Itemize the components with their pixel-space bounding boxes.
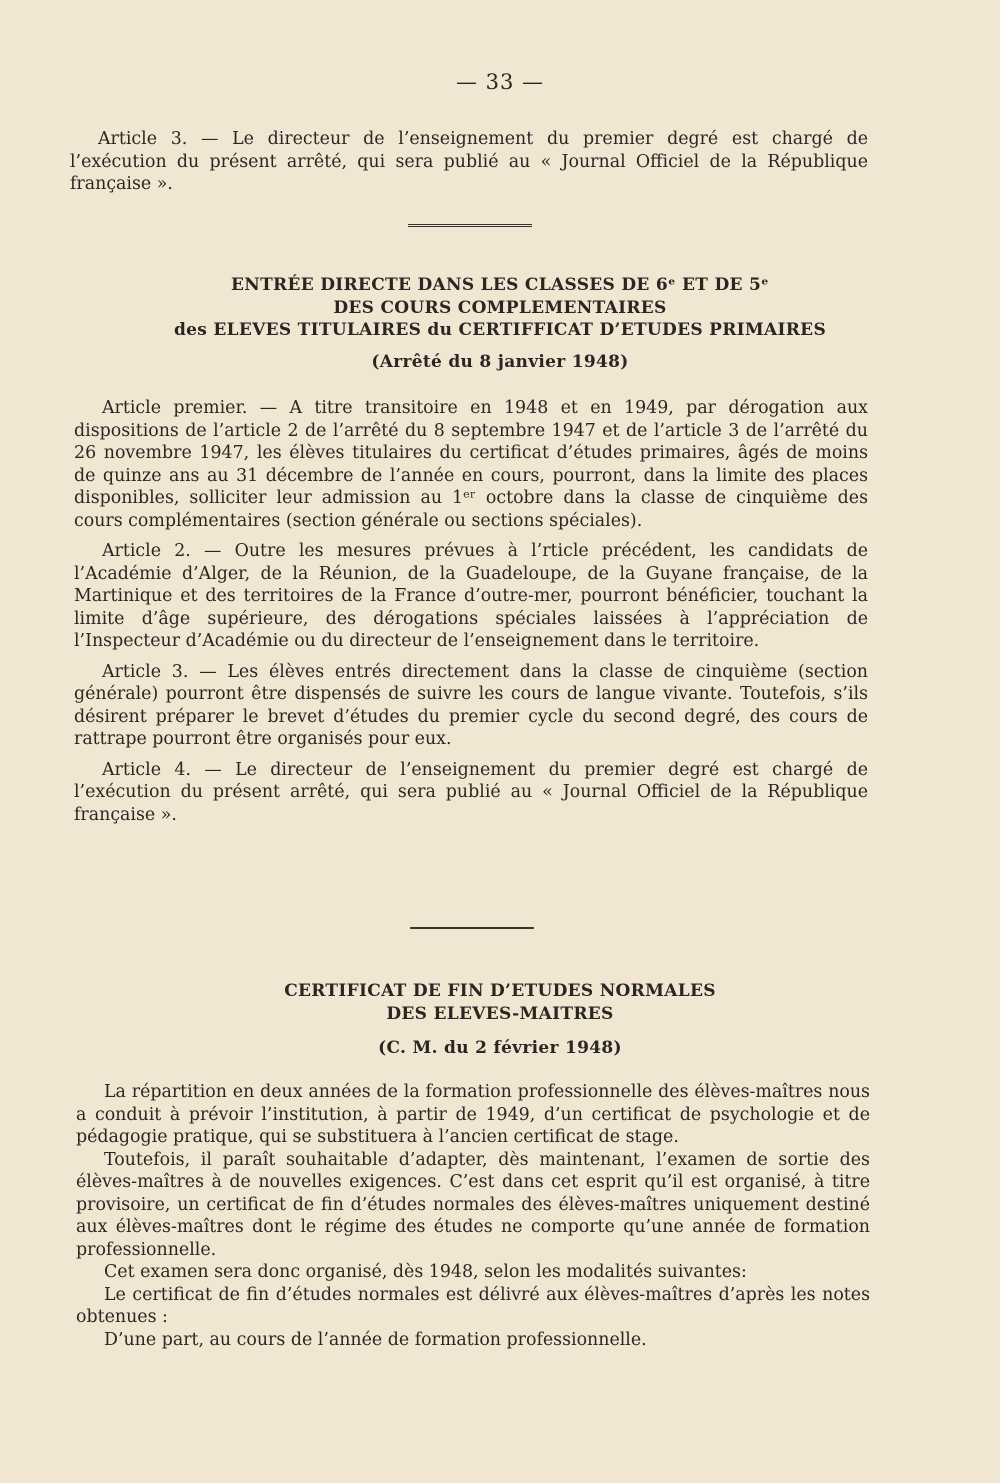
section3-body <box>76 1081 870 1351</box>
article-3-paragraph: Article 3. — Les élèves entrés directement dans la classe de cinquième (section générale) pourront être dispensés de suivre les cours de langue vivante. Toutefois, s’ils désirent préparer le brevet d’études du premier cycle du second degré, des cours de rattrape pourront être organisés pour eux. <box>74 661 868 749</box>
article-premier-paragraph: Article premier. — A titre transitoire en 1948 et en 1949, par dérogation aux dispositions de l’article 2 de l’arrêté du 8 septembre 1947 et de l’article 3 de l’arrêté du 26 novembre 1947, les élèves titulaires du certificat d’études primaires, âgés de moins de quinze ans au 31 décembre de l’année en cours, pourront, dans la limite des places disponibles, solliciter leur admission au 1ᵉʳ octobre dans la classe de cinquième des cours complémentaires (section générale ou sections spéciales). <box>74 398 868 531</box>
section2-subtitle: (Arrêté du 8 janvier 1948) <box>371 352 629 372</box>
body-paragraph: La répartition en deux années de la formation professionnelle des élèves-maîtres nous a conduit à prévoir l’institution, à partir de 1949, d’un certificat de psychologie et de pédagogie pratique, qui se substituera à l’ancien certificat de stage. <box>76 1082 870 1147</box>
section3-title-line1: CERTIFICAT DE FIN D’ETUDES NORMALES <box>284 981 716 1001</box>
section-divider <box>410 927 534 929</box>
article-2-paragraph: Article 2. — Outre les mesures prévues à l’rticle précédent, les candidats de l’Académie d’Alger, de la Réunion, de la Guadeloupe, de la Guyane française, de la Martinique et des territoires de la France d’outre-mer, pourront bénéficier, touchant la limite d’âge supérieure, des dérogations spéciales laissées à l’appréciation de l’Inspecteur d’Académie ou du directeur de l’enseignement dans le territoire. <box>74 541 868 651</box>
section3-subtitle: (C. M. du 2 février 1948) <box>378 1038 622 1058</box>
section2-title <box>0 274 1000 342</box>
section2-title-line1: ENTRÉE DIRECTE DANS LES CLASSES DE 6ᵉ ET DE 5ᵉ <box>231 275 769 295</box>
section2-title-line3: des ELEVES TITULAIRES du CERTIFFICAT D’ETUDES PRIMAIRES <box>173 320 827 340</box>
article-3-paragraph: Article 3. — Le directeur de l’enseignement du premier degré est chargé de l’exécution du présent arrêté, qui sera publié au « Journal Officiel de la République française ». <box>70 129 868 194</box>
section1-body <box>70 128 868 196</box>
body-paragraph: Toutefois, il paraît souhaitable d’adapter, dès maintenant, l’examen de sortie des élèves-maîtres à de nouvelles exigences. C’est dans cet esprit qu’il est organisé, à titre provisoire, un certificat de fin d’études normales des élèves-maîtres uniquement destiné aux élèves-maîtres dont le régime des études ne comporte qu’une année de formation professionnelle. <box>76 1149 870 1260</box>
body-paragraph: Cet examen sera donc organisé, dès 1948, selon les modalités suivantes: <box>104 1262 747 1282</box>
section3-title-line2: DES ELEVES-MAITRES <box>386 1003 614 1024</box>
section3-title <box>0 980 1000 1025</box>
article-4-paragraph: Article 4. — Le directeur de l’enseignement du premier degré est chargé de l’exécution du présent arrêté, qui sera publié au « Journal Officiel de la République française ». <box>74 759 868 825</box>
section2-title-line2: DES COURS COMPLEMENTAIRES <box>333 297 667 318</box>
section-divider <box>408 224 532 227</box>
body-paragraph: D’une part, au cours de l’année de formation professionnelle. <box>104 1329 647 1350</box>
page-number: — 33 — <box>455 70 545 94</box>
body-paragraph: Le certificat de fin d’études normales est délivré aux élèves-maîtres d’après les notes obtenues : <box>76 1284 870 1327</box>
section2-body <box>74 397 868 834</box>
